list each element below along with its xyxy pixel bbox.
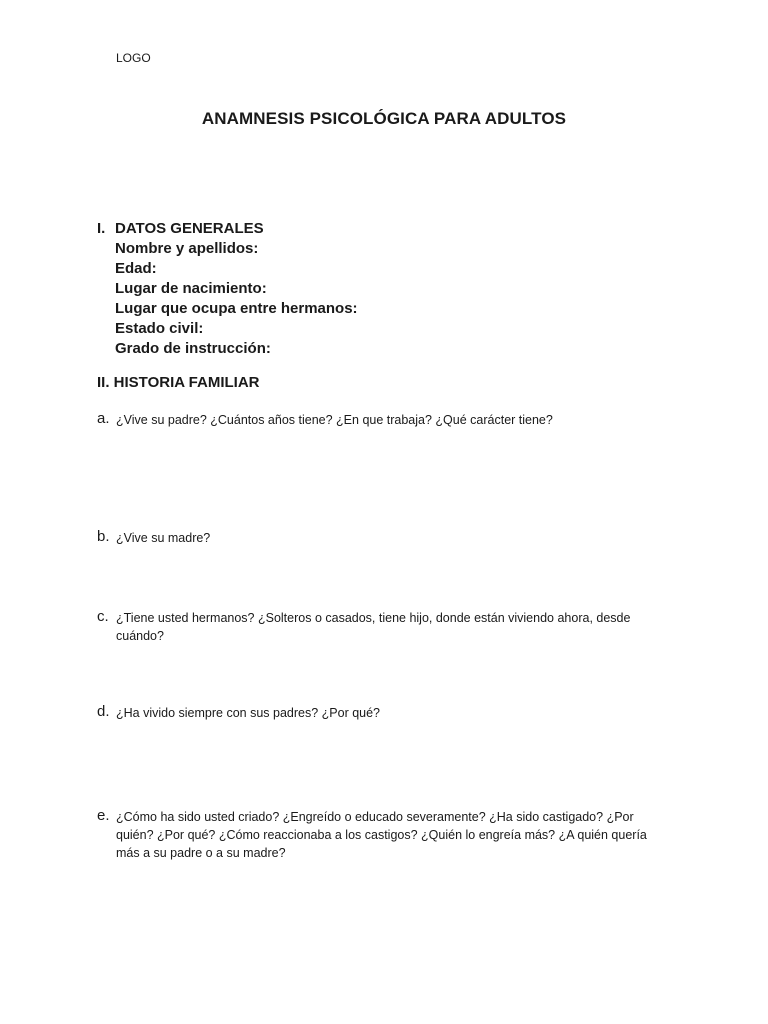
field-edad: Edad:: [115, 260, 157, 277]
question-letter: d.: [97, 703, 110, 720]
question-text: ¿Vive su madre?: [116, 531, 211, 545]
field-lugar-hermanos: Lugar que ocupa entre hermanos:: [115, 300, 358, 317]
field-grado-instruccion: Grado de instrucción:: [115, 340, 271, 357]
field-nombre: Nombre y apellidos:: [115, 240, 259, 257]
question-letter: c.: [97, 608, 109, 625]
question-letter: a.: [97, 410, 110, 427]
field-lugar-nacimiento: Lugar de nacimiento:: [115, 280, 267, 297]
question-text: ¿Cómo ha sido usted criado? ¿Engreído o educado severamente? ¿Ha sido castigado? ¿Por quién? ¿Por qué? ¿Cómo reaccionaba a los castigos? ¿Quién lo engreía más? ¿A quién quería más a su padre o a su madre?: [116, 810, 647, 860]
question-text: ¿Tiene usted hermanos? ¿Solteros o casados, tiene hijo, donde están viviendo ahora, desde cuándo?: [116, 611, 631, 643]
logo-placeholder: LOGO: [116, 51, 151, 65]
section-title-historia-familiar: II. HISTORIA FAMILIAR: [97, 374, 260, 391]
question-text: ¿Ha vivido siempre con sus padres? ¿Por qué?: [116, 706, 381, 720]
page-title: ANAMNESIS PSICOLÓGICA PARA ADULTOS: [201, 109, 567, 128]
question-text: ¿Vive su padre? ¿Cuántos años tiene? ¿En que trabaja? ¿Qué carácter tiene?: [116, 413, 553, 427]
field-estado-civil: Estado civil:: [115, 320, 204, 337]
section-number: I.: [97, 220, 106, 237]
question-letter: e.: [97, 807, 110, 824]
question-letter: b.: [97, 528, 110, 545]
section-title-datos-generales: DATOS GENERALES: [115, 220, 264, 237]
